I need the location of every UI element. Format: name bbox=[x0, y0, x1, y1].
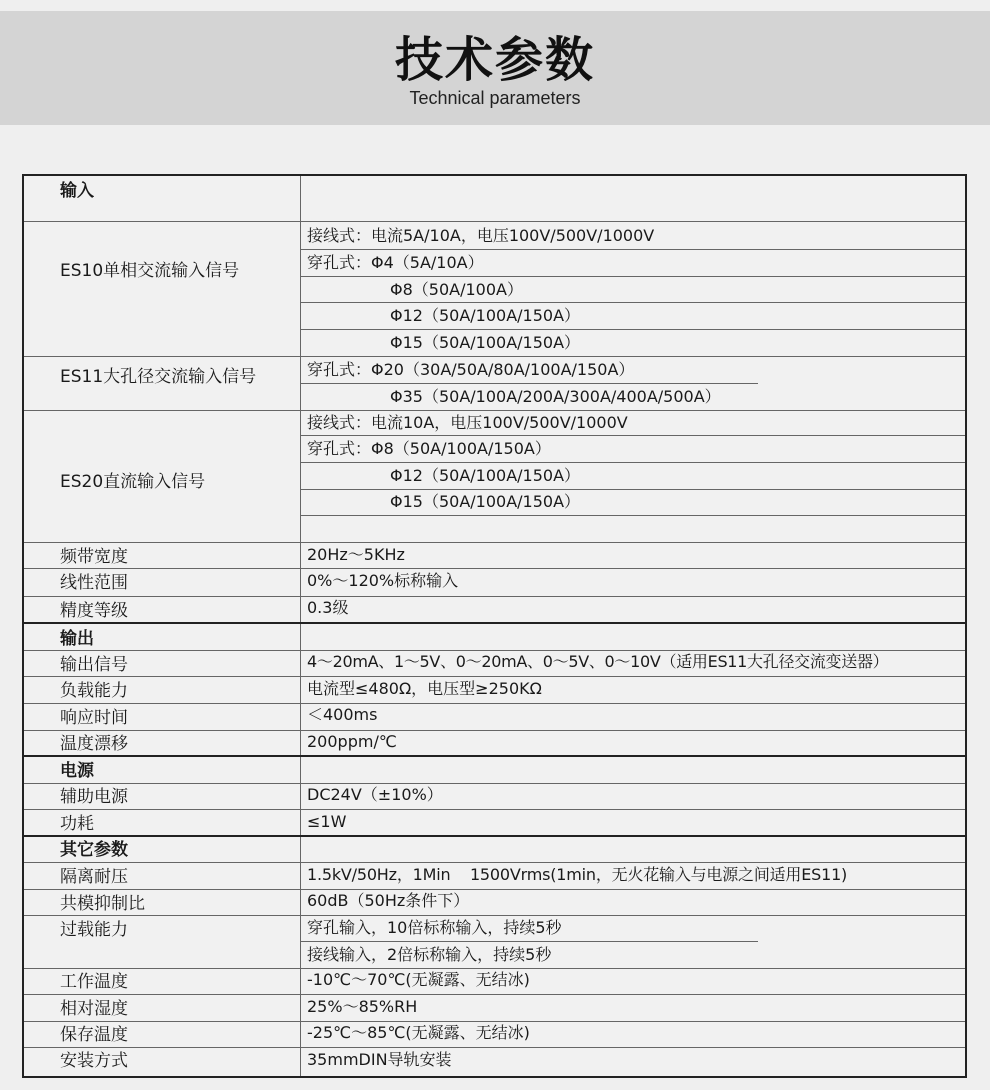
es10-line-1: 接线式：电流5A/10A，电压100V/500V/1000V bbox=[307, 226, 655, 245]
output-signal-value: 4～20mA、1～5V、0～20mA、0～5V、0～10V（适用ES11大孔径交流变送器） bbox=[307, 652, 889, 671]
divider bbox=[300, 515, 965, 516]
spec-table bbox=[22, 174, 967, 1078]
divider bbox=[300, 329, 965, 330]
section-divider bbox=[24, 835, 965, 837]
bandwidth-value: 20Hz～5KHz bbox=[307, 545, 405, 564]
es11-line-1: 穿孔式：Φ20（30A/50A/80A/100A/150A） bbox=[307, 360, 635, 379]
divider bbox=[24, 676, 965, 677]
es10-line-3: Φ8（50A/100A） bbox=[390, 280, 523, 299]
drift-value: 200ppm/℃ bbox=[307, 732, 397, 751]
storage-temp-value: -25℃～85℃(无凝露、无结冰) bbox=[307, 1023, 530, 1042]
section-output: 输出 bbox=[60, 629, 94, 649]
aux-power-label: 辅助电源 bbox=[60, 787, 128, 807]
divider bbox=[300, 383, 758, 384]
header-banner bbox=[0, 11, 990, 125]
isolation-label: 隔离耐压 bbox=[60, 867, 128, 887]
humidity-label: 相对湿度 bbox=[60, 999, 128, 1019]
es11-line-2: Φ35（50A/100A/200A/300A/400A/500A） bbox=[390, 387, 721, 406]
cmrr-value: 60dB（50Hz条件下） bbox=[307, 891, 470, 910]
es11-label: ES11大孔径交流输入信号 bbox=[60, 367, 257, 387]
es20-line-1: 接线式：电流10A，电压100V/500V/1000V bbox=[307, 413, 628, 432]
divider bbox=[300, 302, 965, 303]
consumption-value: ≤1W bbox=[307, 812, 347, 831]
linearity-value: 0%～120%标称输入 bbox=[307, 571, 459, 590]
divider bbox=[24, 568, 965, 569]
divider bbox=[300, 435, 965, 436]
work-temp-label: 工作温度 bbox=[60, 972, 128, 992]
divider bbox=[24, 1047, 965, 1048]
es20-label: ES20直流输入信号 bbox=[60, 472, 206, 492]
overload-label: 过载能力 bbox=[60, 920, 128, 940]
work-temp-value: -10℃～70℃(无凝露、无结冰) bbox=[307, 970, 530, 989]
section-divider bbox=[24, 622, 965, 624]
divider bbox=[24, 889, 965, 890]
es10-line-4: Φ12（50A/100A/150A） bbox=[390, 306, 581, 325]
accuracy-value: 0.3级 bbox=[307, 598, 349, 617]
humidity-value: 25%～85%RH bbox=[307, 997, 418, 1016]
divider bbox=[24, 915, 965, 916]
divider bbox=[24, 862, 965, 863]
es20-line-4: Φ15（50A/100A/150A） bbox=[390, 492, 581, 511]
divider bbox=[24, 703, 965, 704]
install-value: 35mmDIN导轨安装 bbox=[307, 1050, 452, 1069]
output-signal-label: 输出信号 bbox=[60, 655, 128, 675]
overload-value-2: 接线输入，2倍标称输入，持续5秒 bbox=[307, 945, 552, 964]
divider bbox=[24, 542, 965, 543]
load-value: 电流型≤480Ω，电压型≥250KΩ bbox=[307, 679, 542, 698]
bandwidth-label: 频带宽度 bbox=[60, 547, 128, 567]
section-power: 电源 bbox=[60, 761, 94, 781]
storage-temp-label: 保存温度 bbox=[60, 1025, 128, 1045]
divider bbox=[24, 596, 965, 597]
divider bbox=[24, 221, 965, 222]
consumption-label: 功耗 bbox=[60, 814, 94, 834]
response-label: 响应时间 bbox=[60, 708, 128, 728]
page-title: 技术参数 bbox=[394, 32, 595, 88]
divider bbox=[24, 410, 965, 411]
divider bbox=[24, 994, 965, 995]
divider bbox=[24, 730, 965, 731]
divider bbox=[24, 809, 965, 810]
accuracy-label: 精度等级 bbox=[60, 601, 128, 621]
top-strip bbox=[0, 0, 990, 11]
section-other: 其它参数 bbox=[60, 840, 128, 860]
divider bbox=[24, 783, 965, 784]
isolation-value: 1.5kV/50Hz，1Min 1500Vrms(1min，无火花输入与电源之间适用ES11) bbox=[307, 865, 848, 884]
load-label: 负载能力 bbox=[60, 681, 128, 701]
divider bbox=[300, 489, 965, 490]
install-label: 安装方式 bbox=[60, 1051, 128, 1071]
cmrr-label: 共模抑制比 bbox=[60, 894, 145, 914]
es10-line-2: 穿孔式：Φ4（5A/10A） bbox=[307, 253, 484, 272]
es20-line-3: Φ12（50A/100A/150A） bbox=[390, 466, 581, 485]
page-subtitle: Technical parameters bbox=[409, 88, 581, 108]
divider bbox=[300, 276, 965, 277]
es10-label: ES10单相交流输入信号 bbox=[60, 261, 240, 281]
divider bbox=[300, 462, 965, 463]
linearity-label: 线性范围 bbox=[60, 573, 128, 593]
divider bbox=[300, 249, 965, 250]
aux-power-value: DC24V（±10%） bbox=[307, 785, 443, 804]
drift-label: 温度漂移 bbox=[60, 734, 128, 754]
divider bbox=[24, 356, 965, 357]
response-value: ＜400ms bbox=[307, 705, 378, 724]
divider bbox=[300, 941, 758, 942]
section-input: 输入 bbox=[60, 181, 94, 201]
es10-line-5: Φ15（50A/100A/150A） bbox=[390, 333, 581, 352]
es20-line-2: 穿孔式：Φ8（50A/100A/150A） bbox=[307, 439, 551, 458]
overload-value-1: 穿孔输入，10倍标称输入，持续5秒 bbox=[307, 918, 562, 937]
section-divider bbox=[24, 755, 965, 757]
